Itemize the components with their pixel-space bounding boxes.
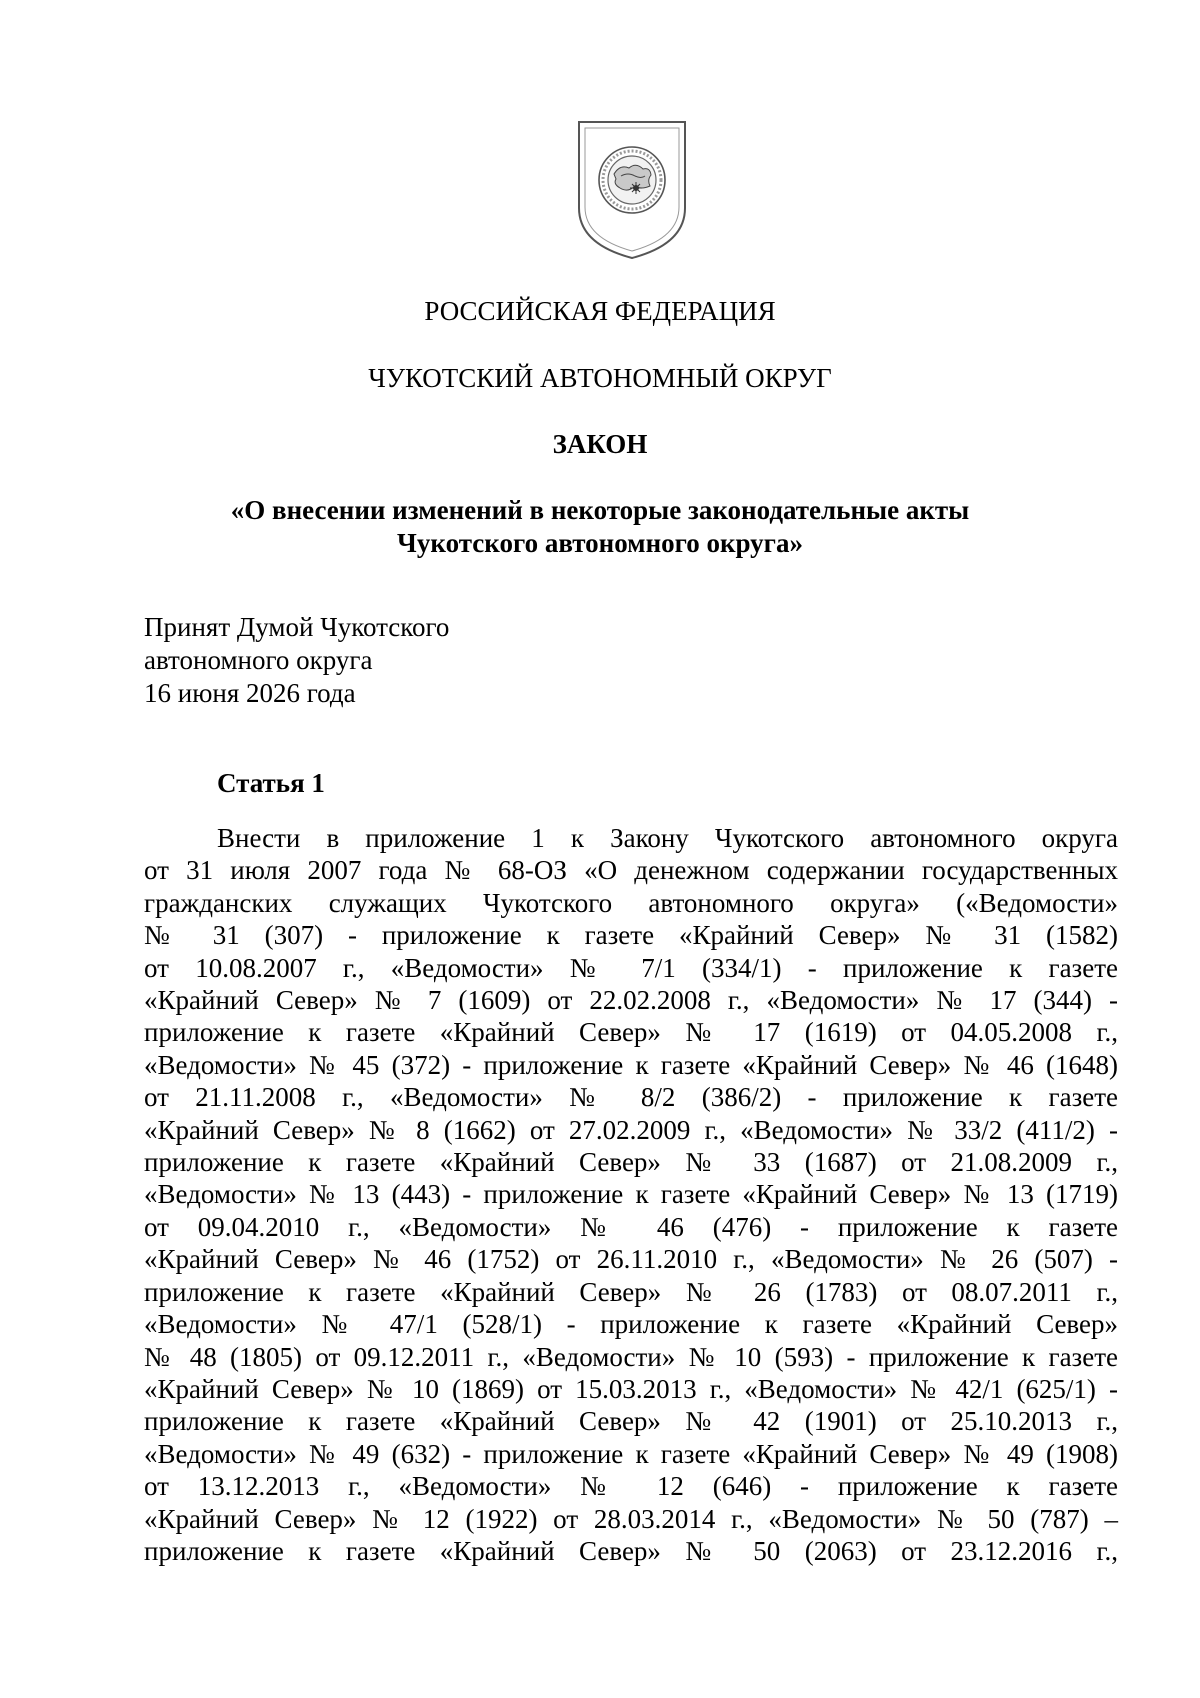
article-text-line: от 09.04.2010 г., «Ведомости» № 46 (476) - приложение к газете (144, 1211, 1118, 1242)
article-text-line: «Ведомости» № 45 (372) - приложение к газете «Крайний Север» № 46 (1648) (144, 1049, 1118, 1080)
law-title-line: Чукотского автономного округа» (397, 528, 803, 558)
article-text-line: «Ведомости» № 49 (632) - приложение к газете «Крайний Север» № 49 (1908) (144, 1438, 1118, 1469)
article-text-line: гражданских служащих Чукотского автономного округа» («Ведомости» (144, 887, 1118, 918)
adoption-note-line: Принят Думой Чукотского (144, 612, 450, 642)
article-text-line: «Крайний Север» № 10 (1869) от 15.03.2013 г., «Ведомости» № 42/1 (625/1) - (144, 1373, 1118, 1404)
article-heading: Статья 1 (217, 768, 325, 798)
article-text-line: Внести в приложение 1 к Закону Чукотского автономного округа (217, 823, 1118, 853)
article-text-line: «Крайний Север» № 12 (1922) от 28.03.2014 г., «Ведомости» № 50 (787) – (144, 1503, 1118, 1534)
article-text-line: № 48 (1805) от 09.12.2011 г., «Ведомости» № 10 (593) - приложение к газете (144, 1341, 1118, 1372)
article-text-line: от 10.08.2007 г., «Ведомости» № 7/1 (334/1) - приложение к газете (144, 952, 1118, 983)
article-text-line: приложение к газете «Крайний Север» № 50 (2063) от 23.12.2016 г., (144, 1535, 1118, 1566)
document-type-heading: ЗАКОН (552, 429, 648, 459)
article-text-line: приложение к газете «Крайний Север» № 33 (1687) от 21.08.2009 г., (144, 1147, 1118, 1178)
region-heading: ЧУКОТСКИЙ АВТОНОМНЫЙ ОКРУГ (368, 363, 832, 393)
article-body (144, 822, 1118, 1567)
article-text-line: № 31 (307) - приложение к газете «Крайний Север» № 31 (1582) (144, 920, 1118, 951)
law-title (0, 494, 1200, 560)
coat-of-arms-emblem-icon (573, 116, 691, 262)
article-text-line: «Ведомости» № 13 (443) - приложение к газете «Крайний Север» № 13 (1719) (144, 1179, 1118, 1210)
article-text-line: приложение к газете «Крайний Север» № 26 (1783) от 08.07.2011 г., (144, 1276, 1118, 1307)
article-text-line: приложение к газете «Крайний Север» № 42 (1901) от 25.10.2013 г., (144, 1406, 1118, 1437)
article-text-line: приложение к газете «Крайний Север» № 17 (1619) от 04.05.2008 г., (144, 1017, 1118, 1048)
article-text-line: от 13.12.2013 г., «Ведомости» № 12 (646) - приложение к газете (144, 1471, 1118, 1502)
country-heading: РОССИЙСКАЯ ФЕДЕРАЦИЯ (424, 296, 776, 326)
article-text-line: «Крайний Север» № 46 (1752) от 26.11.2010 г., «Ведомости» № 26 (507) - (144, 1244, 1118, 1275)
article-text-line: от 21.11.2008 г., «Ведомости» № 8/2 (386/2) - приложение к газете (144, 1082, 1118, 1113)
article-text-line: «Крайний Север» № 8 (1662) от 27.02.2009 г., «Ведомости» № 33/2 (411/2) - (144, 1114, 1118, 1145)
article-text-line: «Крайний Север» № 7 (1609) от 22.02.2008 г., «Ведомости» № 17 (344) - (144, 985, 1118, 1016)
adoption-date: 16 июня 2026 года (144, 678, 356, 708)
adoption-note-line: автономного округа (144, 645, 373, 675)
article-text-line: «Ведомости» № 47/1 (528/1) - приложение к газете «Крайний Север» (144, 1309, 1118, 1340)
law-title-line: «О внесении изменений в некоторые законодательные акты (230, 495, 970, 525)
adoption-note (144, 611, 449, 710)
article-text-line: от 31 июля 2007 года № 68-ОЗ «О денежном содержании государственных (144, 855, 1118, 886)
